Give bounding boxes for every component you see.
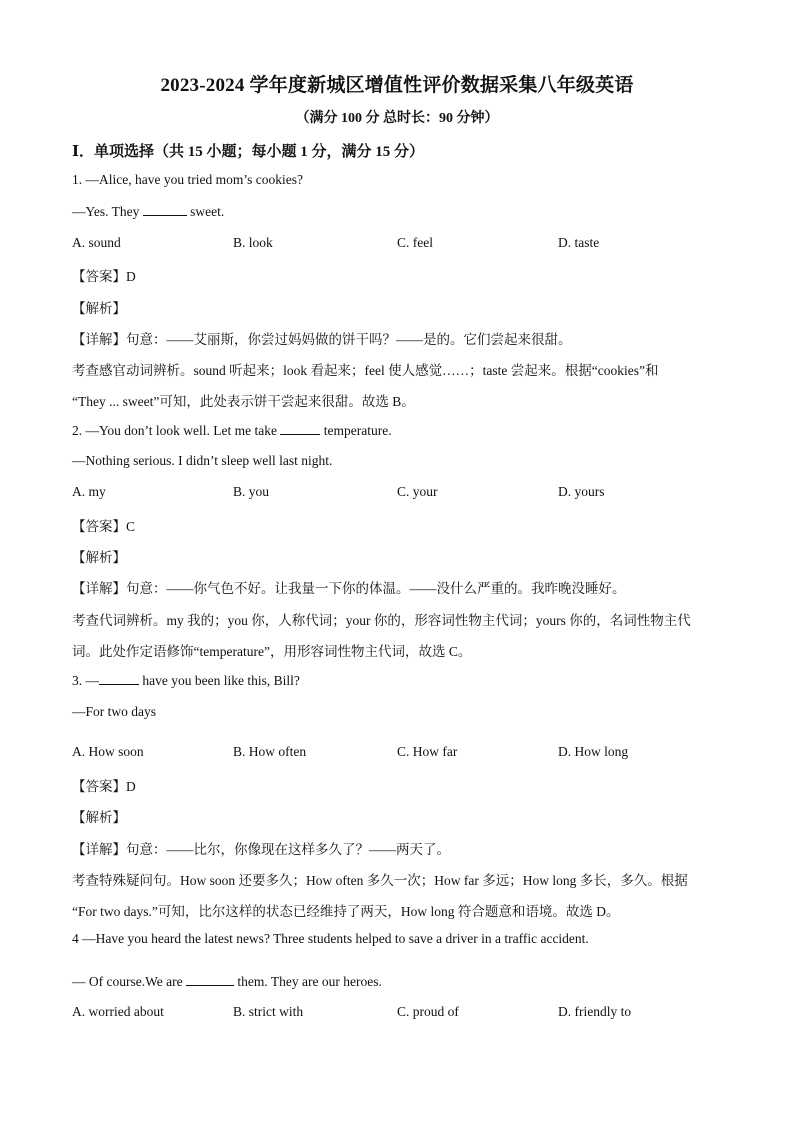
- q1-stem: 1. —Alice, have you tried mom’s cookies?: [72, 172, 303, 187]
- q2-option-a: A. my: [72, 484, 106, 499]
- q1-option-a: A. sound: [72, 235, 121, 250]
- q2-option-b: B. you: [233, 484, 270, 499]
- q1-answer: 【答案】D: [72, 269, 136, 284]
- q2-stem: [72, 422, 392, 439]
- q2-option-c: C. your: [397, 484, 438, 499]
- q2-option-d: D. yours: [558, 484, 605, 499]
- page-title: 2023-2024 学年度新城区增值性评价数据采集八年级英语: [160, 75, 634, 96]
- q3-answer: 【答案】D: [72, 779, 136, 794]
- q3-analysis: 【解析】: [72, 810, 126, 825]
- q2-stem-post: temperature.: [320, 423, 392, 438]
- q4-reply-pre: — Of course.We are: [72, 974, 186, 989]
- q1-blank: [143, 203, 187, 216]
- q2-reply: —Nothing serious. I didn’t sleep well last night.: [72, 453, 333, 468]
- q1-option-d: D. taste: [558, 235, 600, 250]
- q1-reply-post: sweet.: [186, 204, 225, 219]
- q2-stem-pre: 2. —You don’t look well. Let me take: [72, 423, 281, 438]
- q4-reply-post: them. They are our heroes.: [234, 974, 382, 989]
- q3-option-d: D. How long: [558, 744, 629, 759]
- q2-blank: [280, 422, 320, 435]
- q4-option-c: C. proud of: [397, 1004, 459, 1019]
- q3-stem-post: have you been like this, Bill?: [139, 673, 300, 688]
- q4-stem: 4 —Have you heard the latest news? Three students helped to save a driver in a traffic accident.: [72, 931, 589, 946]
- section-heading: Ⅰ．单项选择（共 15 小题；每小题 1 分，满分 15 分）: [72, 144, 425, 160]
- q3-reply: —For two days: [72, 704, 156, 719]
- q3-stem-pre: 3. —: [72, 673, 99, 688]
- q3-blank: [99, 672, 139, 685]
- q2-answer: 【答案】C: [72, 519, 136, 534]
- q4-option-d: D. friendly to: [558, 1004, 632, 1019]
- q4-option-b: B. strict with: [233, 1004, 304, 1019]
- q2-explanation-1: 考查代词辨析。my 我的；you 你，人称代词；your 你的，形容词性物主代词；yours 你的，名词性物主代: [72, 613, 691, 628]
- q1-detail: 【详解】句意：——艾丽斯，你尝过妈妈做的饼干吗？——是的。它们尝起来很甜。: [72, 332, 572, 347]
- q3-detail: 【详解】句意：——比尔，你像现在这样多久了？——两天了。: [72, 842, 450, 857]
- q1-explanation-2: “They ... sweet”可知，此处表示饼干尝起来很甜。故选 B。: [72, 394, 415, 409]
- q3-option-c: C. How far: [397, 744, 458, 759]
- q3-option-a: A. How soon: [72, 744, 144, 759]
- q1-explanation-1: 考查感官动词辨析。sound 听起来；look 看起来；feel 使人感觉……；taste 尝起来。根据“cookies”和: [72, 363, 659, 378]
- q4-reply: [72, 973, 382, 990]
- q2-explanation-2: 词。此处作定语修饰“temperature”，用形容词性物主代词，故选 C。: [72, 644, 472, 659]
- q2-detail: 【详解】句意：——你气色不好。让我量一下你的体温。——没什么严重的。我昨晚没睡好。: [72, 581, 626, 596]
- q1-reply: [72, 203, 224, 220]
- q4-blank: [186, 973, 234, 986]
- q1-option-b: B. look: [233, 235, 273, 250]
- q1-analysis: 【解析】: [72, 301, 126, 316]
- q4-option-a: A. worried about: [72, 1004, 164, 1019]
- exam-info: （满分 100 分 总时长：90 分钟）: [295, 111, 499, 126]
- q3-stem: [72, 672, 300, 689]
- q3-explanation-2: “For two days.”可知，比尔这样的状态已经维持了两天，How long 符合题意和语境。故选 D。: [72, 904, 620, 919]
- q2-analysis: 【解析】: [72, 550, 126, 565]
- q1-reply-pre: —Yes. They: [72, 204, 143, 219]
- q3-explanation-1: 考查特殊疑问句。How soon 还要多久；How often 多久一次；How far 多远；How long 多长，多久。根据: [72, 873, 688, 888]
- q3-option-b: B. How often: [233, 744, 307, 759]
- q1-option-c: C. feel: [397, 235, 433, 250]
